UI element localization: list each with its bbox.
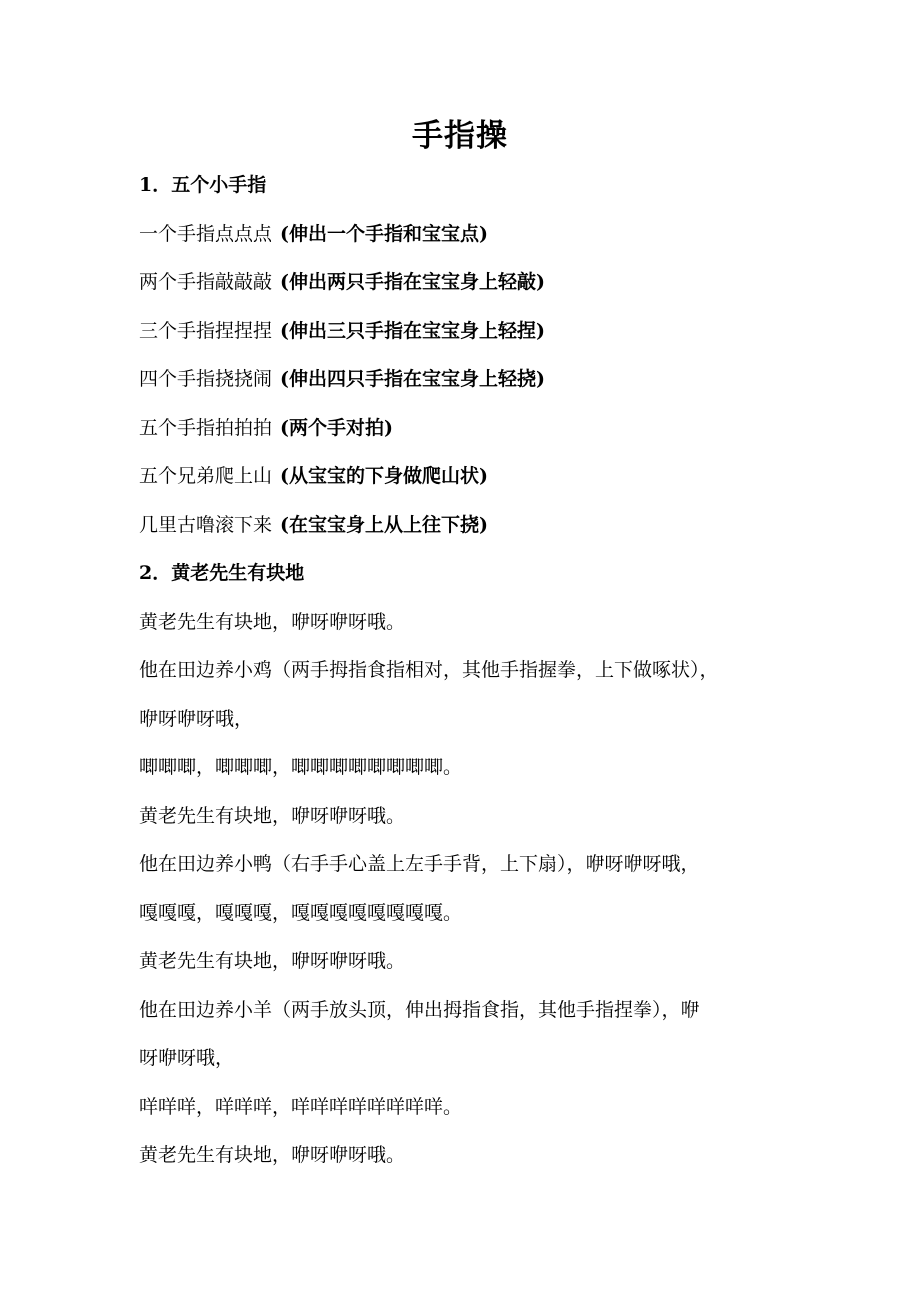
section-2-line: 黄老先生有块地，咿呀咿呀哦。 [139, 804, 406, 827]
section-2-line: 黄老先生有块地，咿呀咿呀哦。 [139, 610, 406, 633]
action-note: (伸出三只手指在宝宝身上轻捏) [280, 319, 545, 342]
section-1-line [139, 355, 789, 404]
section-2-line: 咿呀咿呀哦， [139, 707, 254, 730]
section-1-line [139, 258, 789, 307]
action-note: (两个手对拍) [280, 416, 393, 439]
verse-text: 四个手指挠挠闹 [139, 368, 273, 390]
section-1-line [139, 307, 789, 356]
section-2-line: 呀咿呀哦， [139, 1047, 235, 1069]
verse-text: 五个兄弟爬上山 [139, 465, 273, 487]
section-1-heading: 1．五个小手指 [139, 174, 267, 196]
section-2-line: 他在田边养小鸡（两手拇指食指相对，其他手指握拳，上下做啄状）， [139, 659, 719, 681]
action-note: (伸出一个手指和宝宝点) [280, 222, 488, 245]
section-1-line [139, 452, 789, 501]
section-2-line: 他在田边养小鸭（右手手心盖上左手手背，上下扇），咿呀咿呀哦， [139, 853, 700, 875]
section-1-line [139, 210, 789, 259]
action-note: (伸出四只手指在宝宝身上轻挠) [280, 368, 545, 390]
section-2-line: 他在田边养小羊（两手放头顶，伸出拇指食指，其他手指捏拳），咿 [139, 998, 700, 1021]
section-1-line [139, 404, 789, 453]
verse-text: 两个手指敲敲敲 [139, 271, 273, 293]
section-2-line: 唧唧唧，唧唧唧，唧唧唧唧唧唧唧唧。 [139, 756, 463, 778]
verse-text: 一个手指点点点 [139, 222, 273, 245]
page-title: 手指操 [412, 118, 508, 154]
section-2-line: 黄老先生有块地，咿呀咿呀哦。 [139, 1144, 406, 1166]
section-2-heading: 2．黄老先生有块地 [139, 562, 305, 584]
verse-text: 五个手指拍拍拍 [139, 416, 273, 439]
section-2-line: 嘎嘎嘎，嘎嘎嘎，嘎嘎嘎嘎嘎嘎嘎嘎。 [139, 901, 463, 924]
verse-text: 三个手指捏捏捏 [139, 319, 273, 342]
action-note: (伸出两只手指在宝宝身上轻敲) [280, 271, 545, 293]
section-1-line [139, 501, 789, 550]
section-2-line: 咩咩咩，咩咩咩，咩咩咩咩咩咩咩咩。 [139, 1095, 463, 1118]
action-note: (从宝宝的下身做爬山状) [280, 465, 488, 487]
document-body [139, 161, 789, 1180]
action-note: (在宝宝身上从上往下挠) [280, 513, 488, 536]
verse-text: 几里古噜滚下来 [139, 513, 273, 536]
section-2-line: 黄老先生有块地，咿呀咿呀哦。 [139, 950, 406, 972]
